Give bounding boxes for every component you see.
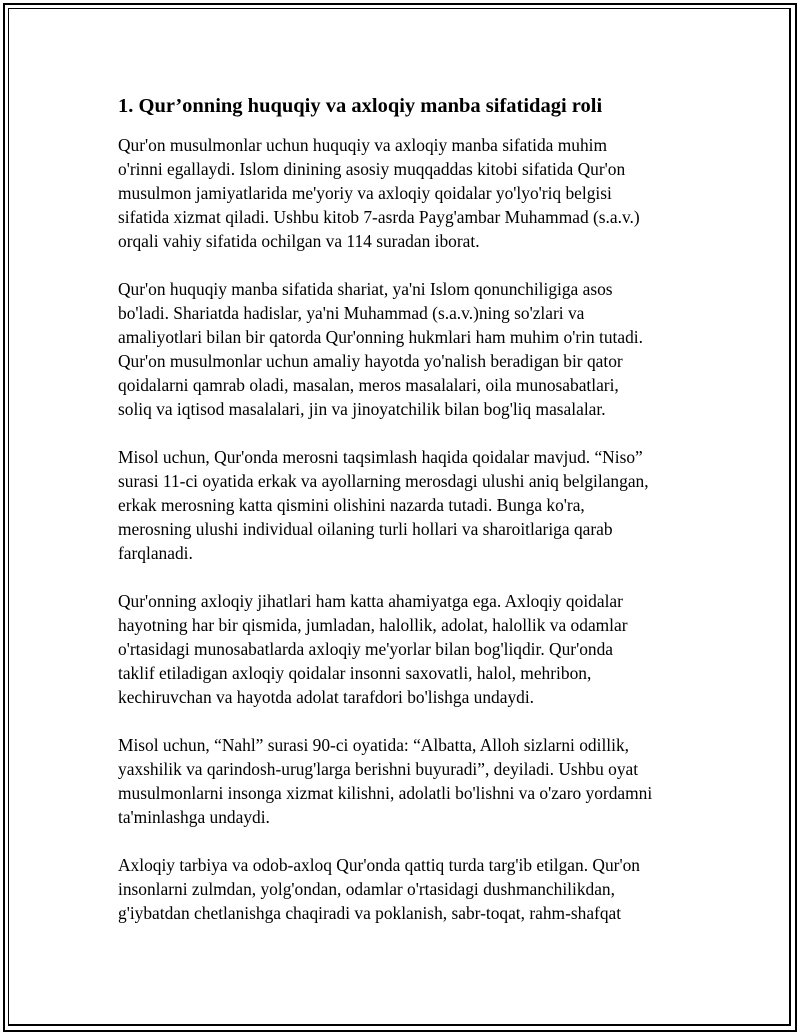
paragraph: Axloqiy tarbiya va odob-axloq Qur'onda qattiq turda targ'ib etilgan. Qur'on insonlarni zulmdan, yolg'ondan, odamlar o'rtasidagi dushmanchilikdan, g'iybatdan chetlanishga chaqiradi va poklanish, sabr-toqat, rahm-shafqat bbox=[118, 855, 640, 923]
paragraph: Misol uchun, Qur'onda merosni taqsimlash haqida qoidalar mavjud. “Niso” surasi 11-ci oyatida erkak va ayollarning merosdagi ulushi aniq belgilangan, erkak merosning katta qismini olishini nazarda tutadi. Bunga ko'ra, merosning ulushi individual oilaning turli hollari va sharoitlariga qarab farqlanadi. bbox=[118, 447, 649, 563]
paragraph: Qur'on huquqiy manba sifatida shariat, ya'ni Islom qonunchiligiga asos bo'ladi. Shariatda hadislar, ya'ni Muhammad (s.a.v.)ning so'zlari va amaliyotlari bilan bir qatorda Qur'onning hukmlari ham muhim o'rin tutadi. Qur'on musulmonlar uchun amaliy hayotda yo'nalish beradigan bir qator qoidalarni qamrab oladi, masalan, meros masalalari, oila munosabatlari, soliq va iqtisod masalalari, jin va jinoyatchilik bilan bog'liq masalalar. bbox=[118, 279, 643, 419]
document-body bbox=[118, 93, 696, 949]
section-heading: 1. Qur’onning huquqiy va axloqiy manba sifatidagi roli bbox=[118, 95, 603, 117]
paragraph: Qur'onning axloqiy jihatlari ham katta ahamiyatga ega. Axloqiy qoidalar hayotning har bir qismida, jumladan, halollik, adolat, halollik va odamlar o'rtasidagi munosabatlarda axloqiy me'yorlar bilan bog'liqdir. Qur'onda taklif etiladigan axloqiy qoidalar insonni saxovatli, halol, mehribon, kechiruvchan va hayotda adolat tarafdori bo'lishga undaydi. bbox=[118, 591, 628, 707]
paragraph: Misol uchun, “Nahl” surasi 90-ci oyatida: “Albatta, Alloh sizlarni odillik, yaxshilik va qarindosh-urug'larga berishni buyuradi”, deyiladi. Ushbu oyat musulmonlarni insonga xizmat kilishni, adolatli bo'lishni va o'zaro yordamni ta'minlashga undaydi. bbox=[118, 735, 653, 827]
paragraph: Qur'on musulmonlar uchun huquqiy va axloqiy manba sifatida muhim o'rinni egallaydi. Islom dinining asosiy muqqaddas kitobi sifatida Qur'on musulmon jamiyatlarida me'yoriy va axloqiy qoidalar yo'lyo'riq belgisi sifatida xizmat qiladi. Ushbu kitob 7-asrda Payg'ambar Muhammad (s.a.v.) orqali vahiy sifatida ochilgan va 114 suradan iborat. bbox=[118, 135, 640, 251]
